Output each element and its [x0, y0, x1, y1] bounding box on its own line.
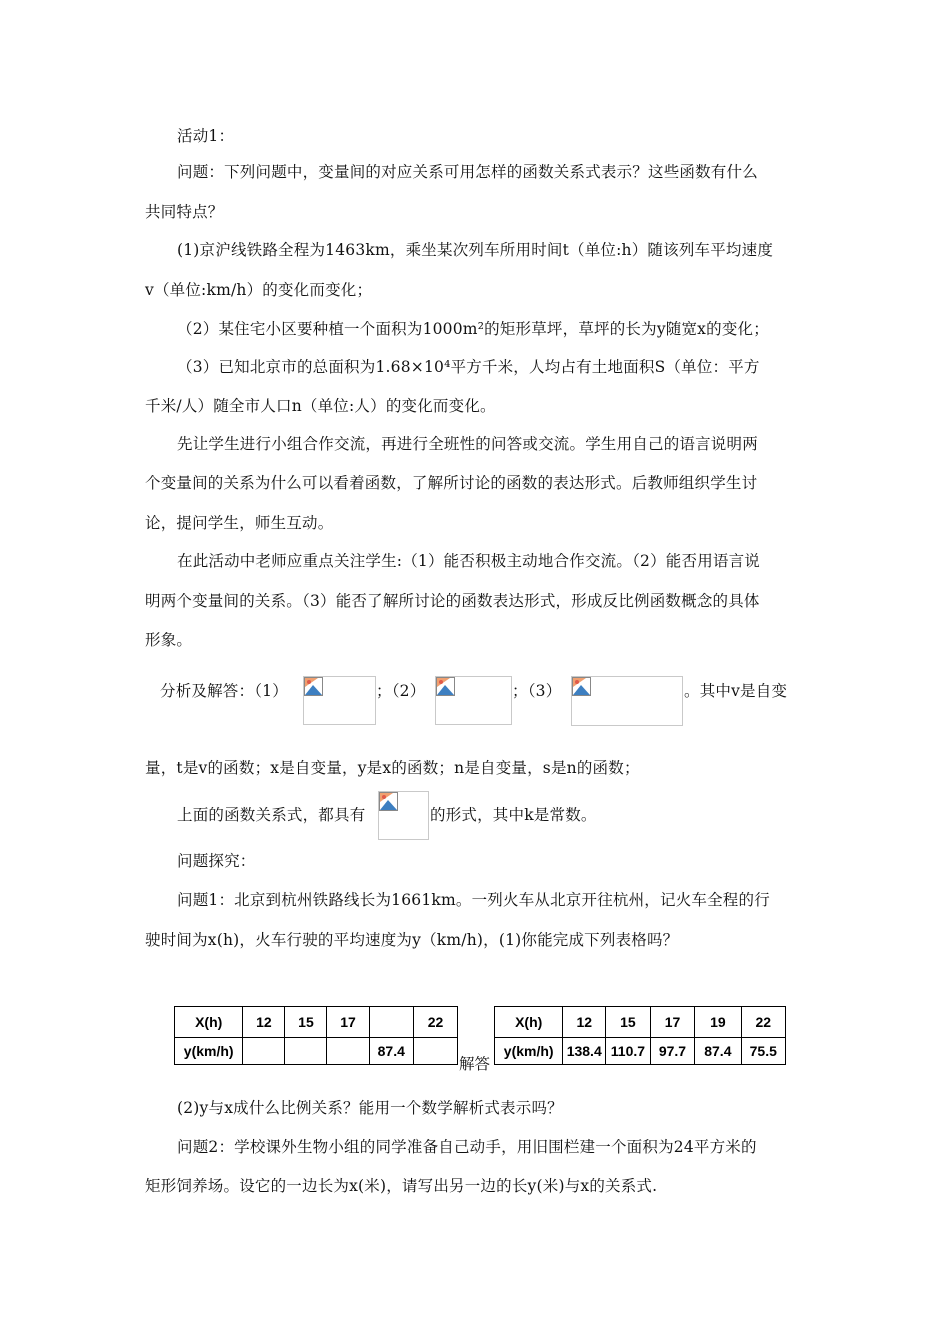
- broken-image-icon: [572, 677, 591, 696]
- analysis-line-2: 量，t是v的函数；x是自变量，y是x的函数；n是自变量，s是n的函数；: [145, 759, 640, 777]
- table-cell: [285, 1038, 327, 1065]
- table-cell: 17: [650, 1007, 694, 1038]
- problem2-line-1: 问题2：学校课外生物小组的同学准备自己动手，用旧围栏建一个面积为24平方米的: [177, 1138, 757, 1156]
- table-cell: 75.5: [741, 1038, 785, 1065]
- table-cell: 97.7: [650, 1038, 694, 1065]
- table-cell: y(km/h): [495, 1038, 563, 1065]
- broken-image-icon: [379, 792, 398, 811]
- analysis-tail: 。其中v是自变: [684, 682, 788, 700]
- table-cell: 138.4: [563, 1038, 606, 1065]
- problem1-line-2: 驶时间为x(h)，火车行驶的平均速度为y（km/h)，(1)你能完成下列表格吗？: [145, 931, 679, 949]
- answer-table-row-x: [495, 1007, 786, 1038]
- analysis-sep-2: ；（3）: [512, 682, 562, 700]
- focus-line-3: 形象。: [145, 631, 193, 649]
- question-line-2: 共同特点？: [145, 203, 224, 221]
- table-cell: 87.4: [369, 1038, 413, 1065]
- discussion-line-2: 个变量间的关系为什么可以看着函数，了解所讨论的函数的表达形式。后教师组织学生讨: [145, 474, 758, 492]
- problem1-part2: (2)y与x成什么比例关系？能用一个数学解析式表示吗？: [177, 1099, 563, 1117]
- question-table: [174, 1006, 458, 1065]
- form-lead: 上面的函数关系式，都具有: [177, 806, 366, 824]
- table-cell: 17: [327, 1007, 369, 1038]
- table-cell: [327, 1038, 369, 1065]
- table-cell: 22: [413, 1007, 457, 1038]
- item3-line-1: （3）已知北京市的总面积为1.68×10⁴平方千米，人均占有土地面积S（单位：平方: [177, 358, 760, 376]
- question-line-1: 问题：下列问题中，变量间的对应关系可用怎样的函数关系式表示？这些函数有什么: [177, 163, 758, 181]
- broken-image-icon: [436, 677, 455, 696]
- table-cell: 110.7: [606, 1038, 651, 1065]
- formula-image-2: [435, 676, 512, 725]
- analysis-sep-1: ；（2）: [376, 682, 426, 700]
- discussion-line-1: 先让学生进行小组合作交流，再进行全班性的问答或交流。学生用自己的语言说明两: [177, 435, 758, 453]
- table-cell: X(h): [495, 1007, 563, 1038]
- formula-image-3: [571, 676, 683, 726]
- form-tail: 的形式，其中k是常数。: [430, 806, 597, 824]
- question-table-row-x: [175, 1007, 458, 1038]
- discussion-line-3: 论，提问学生，师生互动。: [145, 514, 334, 532]
- table-cell: 15: [606, 1007, 651, 1038]
- exploration-heading: 问题探究：: [177, 852, 256, 870]
- table-cell: [369, 1007, 413, 1038]
- table-cell: 19: [695, 1007, 741, 1038]
- table-cell: [243, 1038, 285, 1065]
- item3-line-2: 千米/人）随全市人口n（单位:人）的变化而变化。: [145, 397, 496, 415]
- table-cell: 22: [741, 1007, 785, 1038]
- item1-line-1: (1)京沪线铁路全程为1463km，乘坐某次列车所用时间t（单位:h）随该列车平均速度: [177, 241, 774, 259]
- broken-image-icon: [304, 677, 323, 696]
- answer-table-row-y: [495, 1038, 786, 1065]
- formula-image-1: [303, 676, 376, 725]
- answer-label: 解答: [459, 1055, 491, 1073]
- focus-line-2: 明两个变量间的关系。（3）能否了解所讨论的函数表达形式，形成反比例函数概念的具体: [145, 592, 760, 610]
- table-cell: y(km/h): [175, 1038, 243, 1065]
- focus-line-1: 在此活动中老师应重点关注学生:（1）能否积极主动地合作交流。（2）能否用语言说: [177, 552, 760, 570]
- item2-line: （2）某住宅小区要种植一个面积为1000m²的矩形草坪，草坪的长为y随宽x的变化；: [177, 320, 769, 338]
- table-cell: 12: [243, 1007, 285, 1038]
- question-table-row-y: [175, 1038, 458, 1065]
- answer-table: [494, 1006, 786, 1065]
- item1-line-2: v（单位:km/h）的变化而变化；: [145, 281, 373, 299]
- activity-heading: 活动1：: [177, 127, 235, 145]
- table-cell: 15: [285, 1007, 327, 1038]
- problem1-line-1: 问题1：北京到杭州铁路线长为1661km。一列火车从北京开往杭州，记火车全程的行: [177, 891, 770, 909]
- formula-image-4: [378, 791, 429, 840]
- table-cell: 87.4: [695, 1038, 741, 1065]
- analysis-lead: 分析及解答：（1）: [160, 682, 288, 700]
- problem2-line-2: 矩形饲养场。设它的一边长为x(米)，请写出另一边的长y(米)与x的关系式.: [145, 1177, 658, 1195]
- table-cell: X(h): [175, 1007, 243, 1038]
- table-cell: 12: [563, 1007, 606, 1038]
- table-cell: [413, 1038, 457, 1065]
